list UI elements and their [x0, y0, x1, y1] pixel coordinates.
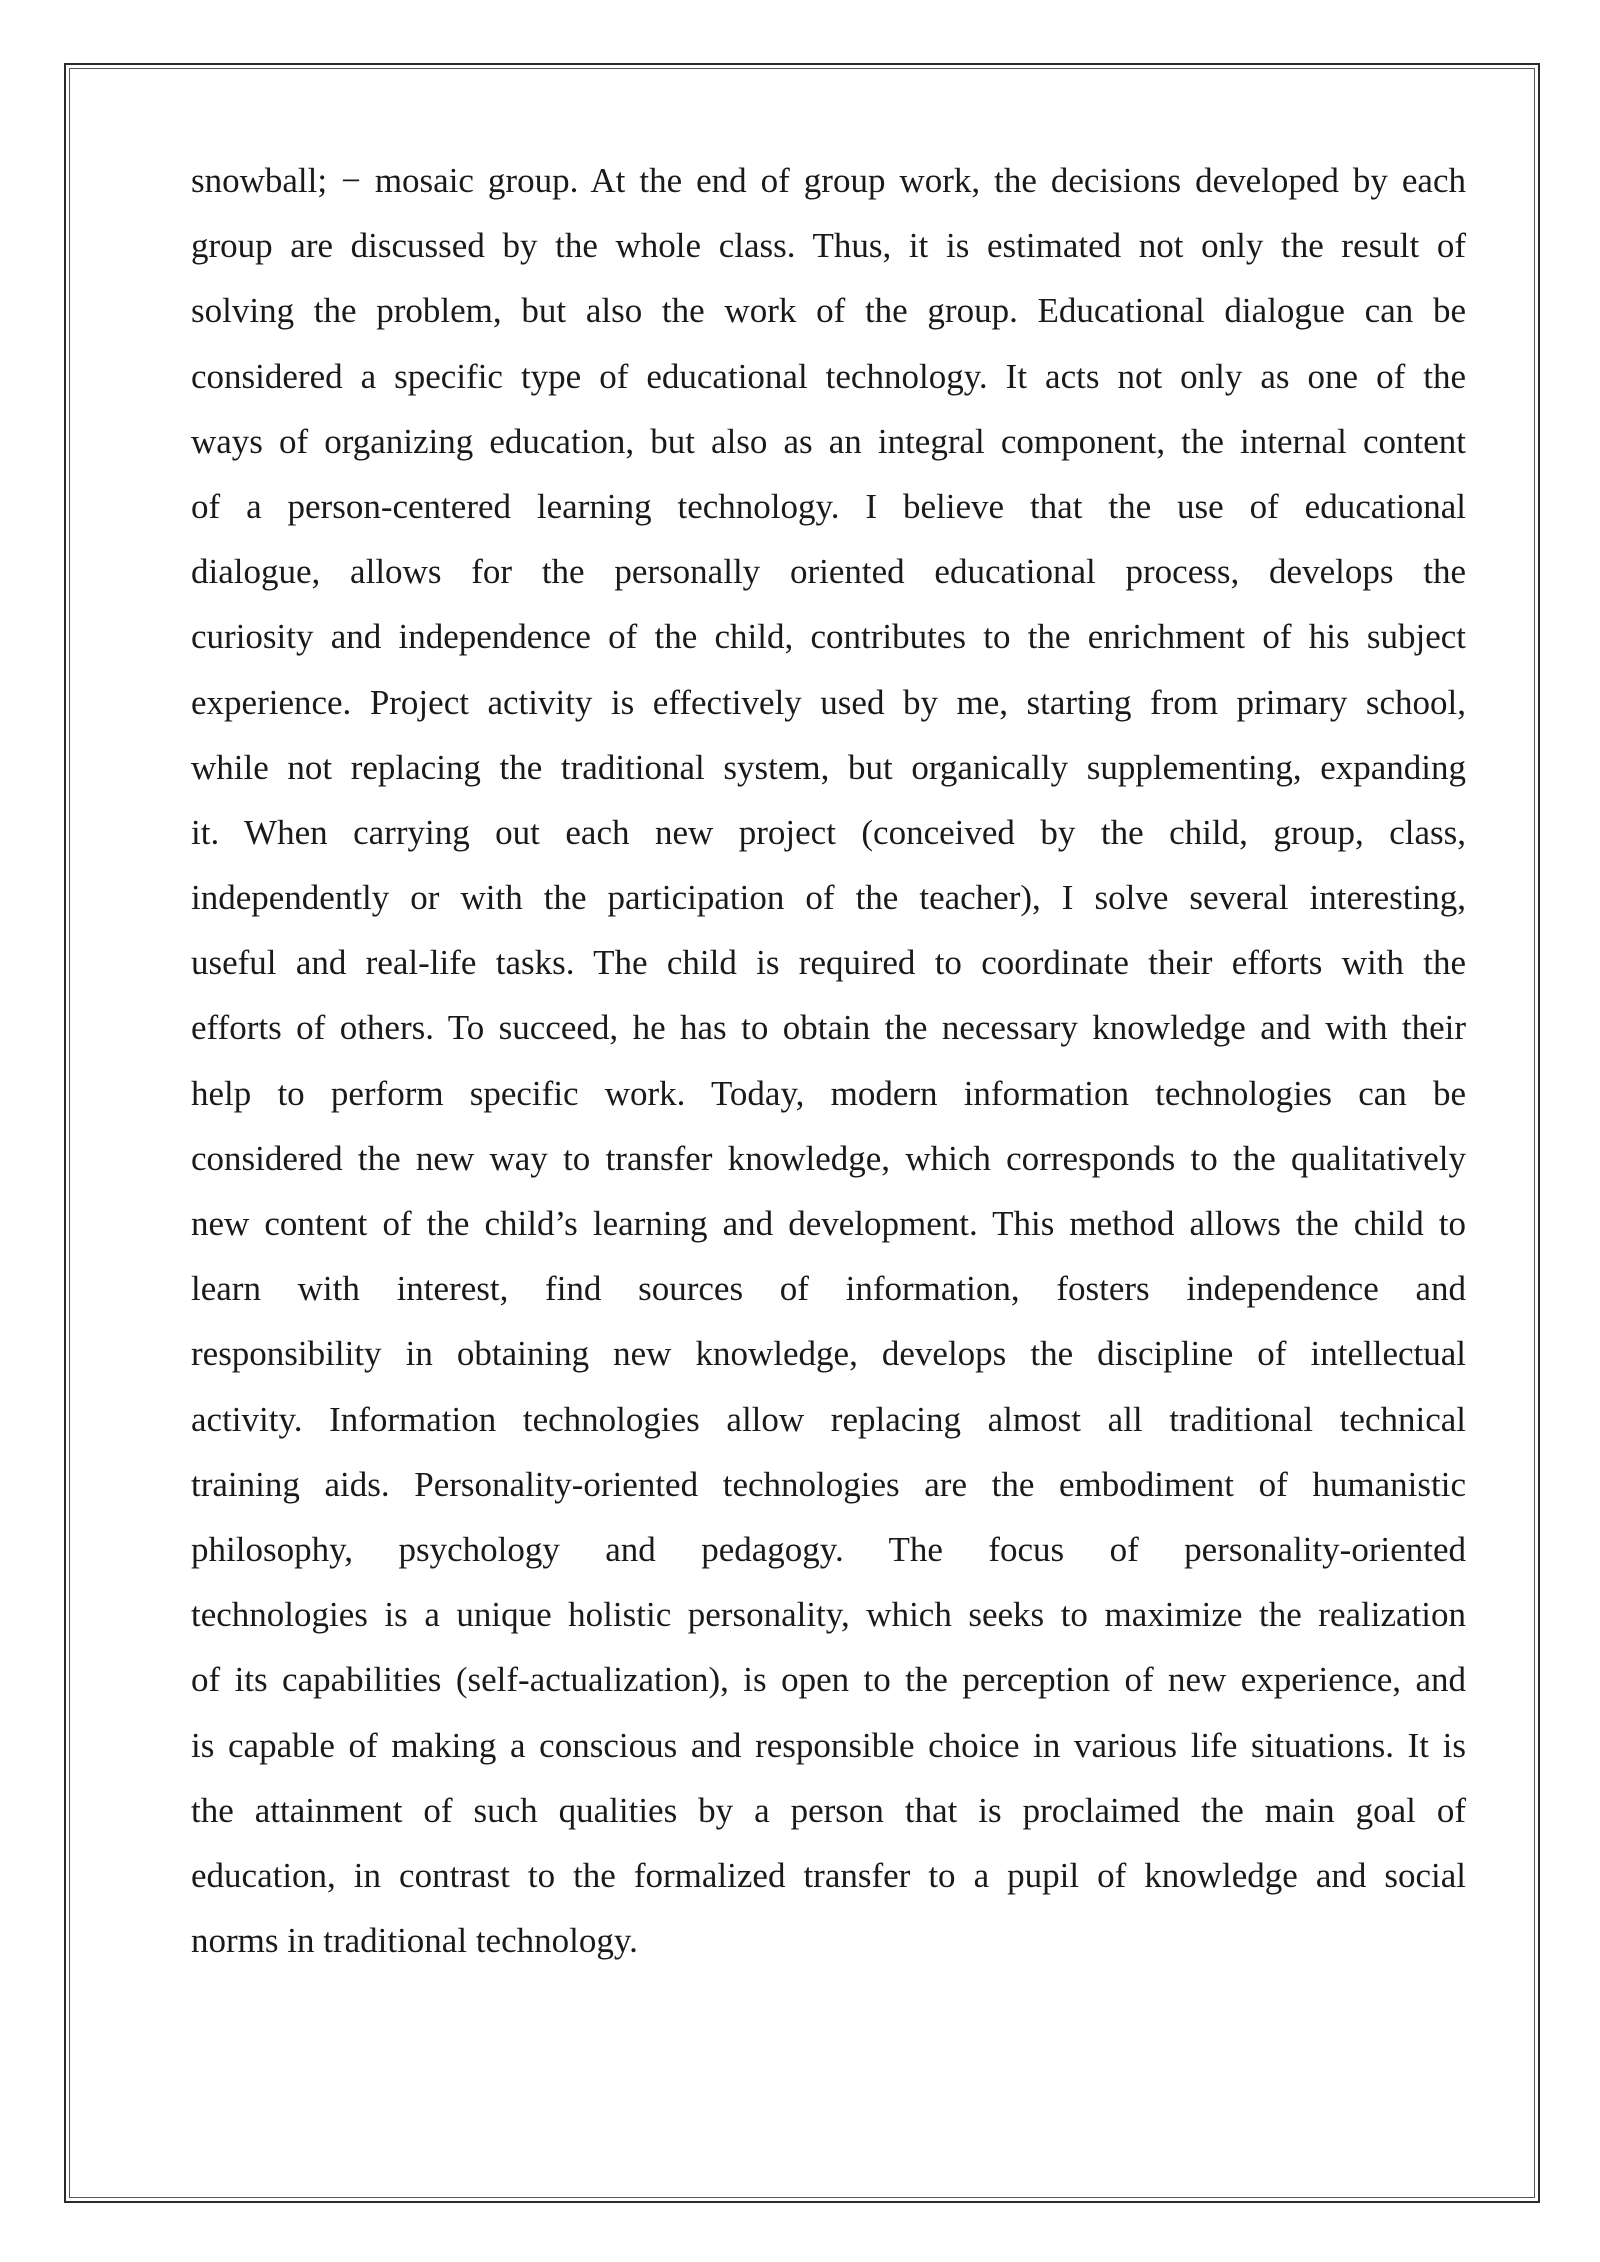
- text-line: solving the problem, but also the work of the group. Educational dialogue can be: [191, 291, 1466, 331]
- text-line: while not replacing the traditional system, but organically supplementing, expanding: [191, 747, 1466, 787]
- text-line: education, in contrast to the formalized transfer to a pupil of knowledge and social: [191, 1855, 1466, 1895]
- text-line: ways of organizing education, but also as an integral component, the internal content: [191, 421, 1466, 461]
- text-line: the attainment of such qualities by a person that is proclaimed the main goal of: [191, 1790, 1466, 1830]
- text-line: efforts of others. To succeed, he has to obtain the necessary knowledge and with their: [191, 1008, 1466, 1048]
- text-line: technologies is a unique holistic personality, which seeks to maximize the realization: [191, 1595, 1466, 1635]
- text-line: considered a specific type of educational technology. It acts not only as one of the: [191, 356, 1466, 396]
- text-line: dialogue, allows for the personally oriented educational process, develops the: [191, 552, 1466, 592]
- text-line: is capable of making a conscious and responsible choice in various life situations. It is: [191, 1725, 1466, 1765]
- text-line: philosophy, psychology and pedagogy. The focus of personality-oriented: [191, 1529, 1466, 1569]
- text-line: independently or with the participation of the teacher), I solve several interesting,: [191, 878, 1466, 918]
- text-line: learn with interest, find sources of information, fosters independence and: [191, 1269, 1466, 1309]
- text-line: of its capabilities (self-actualization), is open to the perception of new experience, and: [191, 1660, 1466, 1700]
- text-line: new content of the child’s learning and development. This method allows the child to: [191, 1204, 1466, 1243]
- text-line: of a person-centered learning technology. I believe that the use of educational: [191, 486, 1466, 526]
- text-line: help to perform specific work. Today, modern information technologies can be: [191, 1073, 1466, 1113]
- text-line: experience. Project activity is effectively used by me, starting from primary school,: [191, 682, 1466, 722]
- text-line: useful and real-life tasks. The child is required to coordinate their efforts with the: [191, 943, 1466, 983]
- text-line-last: norms in traditional technology.: [191, 1921, 638, 1961]
- body-paragraph: [191, 148, 1466, 1973]
- text-line: snowball; − mosaic group. At the end of group work, the decisions developed by each: [191, 161, 1466, 200]
- text-line: curiosity and independence of the child, contributes to the enrichment of his subject: [191, 617, 1466, 657]
- text-line: responsibility in obtaining new knowledge, develops the discipline of intellectual: [191, 1334, 1466, 1374]
- text-line: activity. Information technologies allow replacing almost all traditional technical: [191, 1399, 1466, 1439]
- text-line: considered the new way to transfer knowledge, which corresponds to the qualitatively: [191, 1138, 1466, 1178]
- text-line: group are discussed by the whole class. Thus, it is estimated not only the result of: [191, 226, 1466, 266]
- text-line: training aids. Personality-oriented technologies are the embodiment of humanistic: [191, 1464, 1466, 1504]
- text-line: it. When carrying out each new project (conceived by the child, group, class,: [191, 812, 1466, 852]
